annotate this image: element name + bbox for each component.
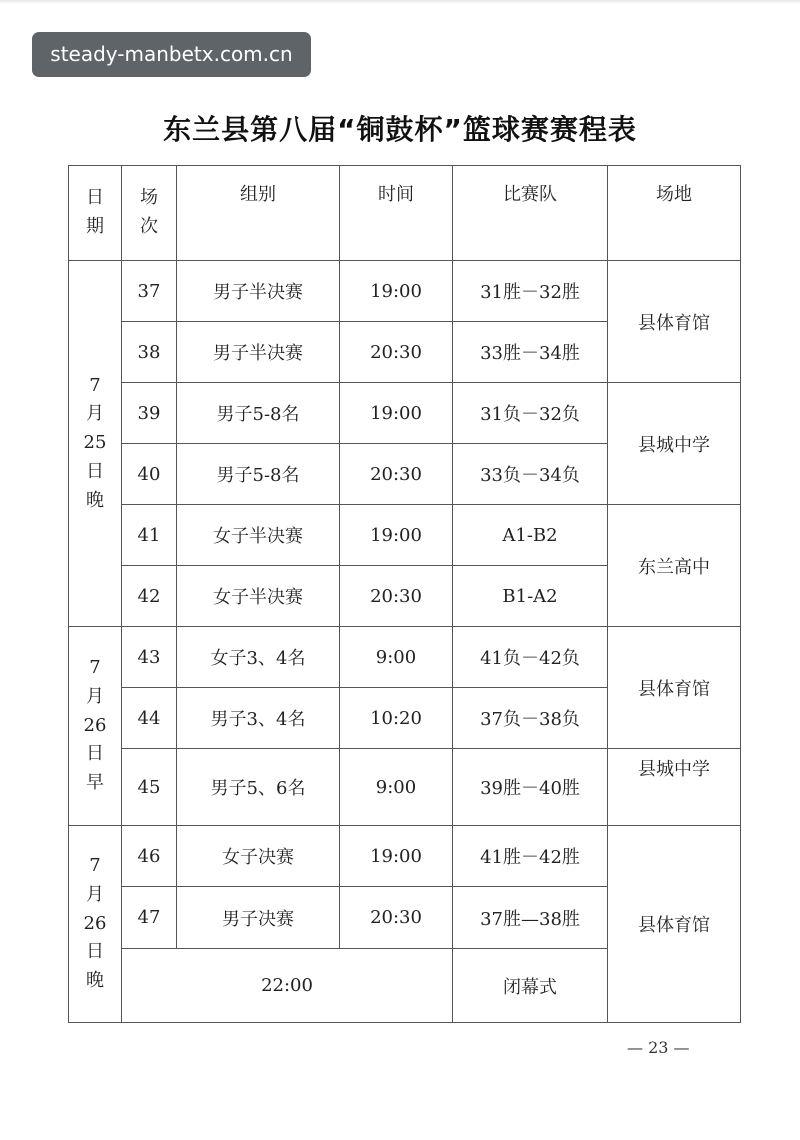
venue: 县城中学 (608, 383, 741, 505)
header-time: 时间 (340, 166, 453, 261)
teams: 33负－34负 (453, 444, 608, 505)
date-char: 26 (83, 912, 107, 934)
venue: 县体育馆 (608, 261, 741, 383)
top-edge-line (0, 0, 800, 4)
group: 男子5、6名 (177, 749, 340, 826)
time: 19:00 (340, 261, 453, 322)
header-teams: 比赛队 (453, 166, 608, 261)
time: 19:00 (340, 505, 453, 566)
date-char: 月 (86, 883, 104, 905)
table-row (69, 749, 741, 826)
match-no: 41 (122, 505, 177, 566)
teams: 31负－32负 (453, 383, 608, 444)
date-char: 25 (83, 432, 107, 454)
time: 20:30 (340, 322, 453, 383)
time: 19:00 (340, 826, 453, 887)
time: 9:00 (340, 627, 453, 688)
venue: 县体育馆 (608, 627, 741, 749)
teams: 41胜－42胜 (453, 826, 608, 887)
date-char: 晚 (86, 970, 104, 992)
teams: 31胜－32胜 (453, 261, 608, 322)
date-char: 26 (83, 714, 107, 736)
time: 10:20 (340, 688, 453, 749)
group: 男子5-8名 (177, 444, 340, 505)
venue: 县城中学 (608, 749, 741, 826)
header-date (69, 166, 122, 261)
match-no: 38 (122, 322, 177, 383)
header-venue: 场地 (608, 166, 741, 261)
group: 女子决赛 (177, 826, 340, 887)
header-match-no (122, 166, 177, 261)
teams: A1-B2 (453, 505, 608, 566)
date-char: 日 (86, 460, 104, 482)
match-no: 44 (122, 688, 177, 749)
teams: 37负－38负 (453, 688, 608, 749)
header-row (69, 166, 741, 261)
header-date-char: 日 (86, 187, 104, 209)
match-no: 40 (122, 444, 177, 505)
date-cell (69, 627, 122, 826)
closing-event: 闭幕式 (453, 949, 608, 1023)
header-date-char: 期 (86, 216, 104, 237)
group: 男子决赛 (177, 887, 340, 949)
group: 女子半决赛 (177, 566, 340, 627)
teams: 41负－42负 (453, 627, 608, 688)
header-match-char: 次 (140, 216, 158, 237)
time: 20:30 (340, 444, 453, 505)
closing-time: 22:00 (122, 949, 453, 1023)
venue: 县体育馆 (608, 826, 741, 1023)
group: 女子3、4名 (177, 627, 340, 688)
date-cell (69, 826, 122, 1023)
match-no: 42 (122, 566, 177, 627)
date-char: 日 (86, 743, 104, 765)
date-char: 早 (86, 772, 104, 794)
date-char: 日 (86, 941, 104, 963)
table-row (69, 261, 741, 322)
match-no: 39 (122, 383, 177, 444)
teams: 33胜－34胜 (453, 322, 608, 383)
teams: B1-A2 (453, 566, 608, 627)
date-char: 7 (89, 657, 101, 678)
time: 20:30 (340, 887, 453, 949)
match-no: 43 (122, 627, 177, 688)
time: 19:00 (340, 383, 453, 444)
watermark-badge: steady-manbetx.com.cn (32, 32, 311, 77)
table-row (69, 826, 741, 887)
header-match-char: 场 (140, 187, 158, 209)
teams: 39胜－40胜 (453, 749, 608, 826)
schedule-table (68, 165, 741, 1023)
date-char: 月 (86, 403, 104, 425)
group: 男子3、4名 (177, 688, 340, 749)
group: 男子半决赛 (177, 322, 340, 383)
match-no: 45 (122, 749, 177, 826)
date-char: 7 (89, 855, 101, 876)
table-row (69, 627, 741, 688)
date-char: 月 (86, 685, 104, 707)
header-group: 组别 (177, 166, 340, 261)
group: 男子5-8名 (177, 383, 340, 444)
page-number: — 23 — (627, 1038, 690, 1057)
match-no: 46 (122, 826, 177, 887)
date-cell (69, 261, 122, 627)
table-row (69, 383, 741, 444)
time: 9:00 (340, 749, 453, 826)
time: 20:30 (340, 566, 453, 627)
date-char: 7 (89, 374, 101, 396)
date-char: 晚 (86, 489, 104, 511)
venue: 东兰高中 (608, 505, 741, 627)
group: 女子半决赛 (177, 505, 340, 566)
table-row (69, 505, 741, 566)
match-no: 47 (122, 887, 177, 949)
group: 男子半决赛 (177, 261, 340, 322)
page-title: 东兰县第八届“铜鼓杯”篮球赛赛程表 (163, 113, 637, 146)
teams: 37胜—38胜 (453, 887, 608, 949)
match-no: 37 (122, 261, 177, 322)
